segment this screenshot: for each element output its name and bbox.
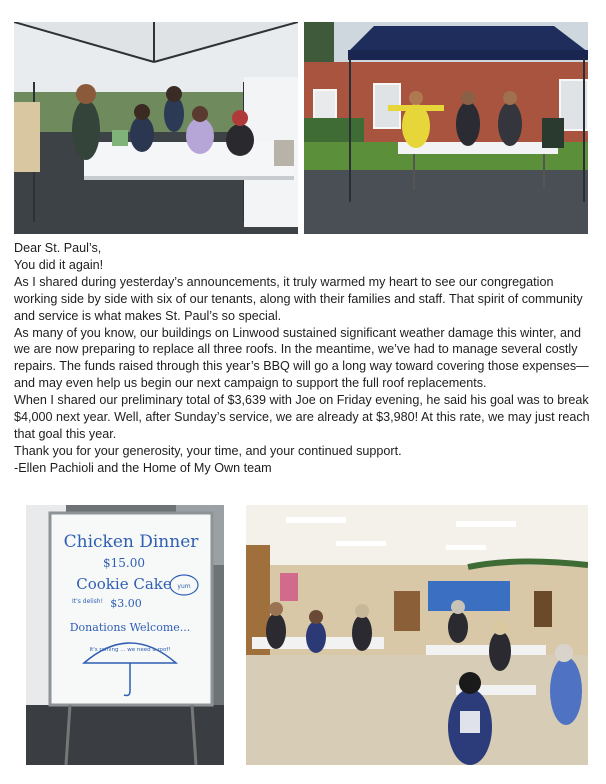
letter-greeting: Dear St. Paul’s, (14, 241, 102, 255)
letter-closing: Thank you for your generosity, your time, and your continued support. (14, 443, 402, 458)
sign-umbrella-text: It's raining ... we need a roof! (89, 647, 171, 653)
sign-price-dinner: $15.00 (103, 556, 145, 570)
sign-chicken-dinner: Chicken Dinner (63, 532, 199, 552)
sign-cookie-cake: Cookie Cake (76, 575, 172, 593)
letter-opening: You did it again! (14, 257, 104, 272)
letter-signature: -Ellen Pachioli and the Home of My Own team (14, 460, 272, 475)
photo-whiteboard-sign (26, 505, 224, 765)
letter-paragraph-roofs: As many of you know, our buildings on Linwood sustained significant weather damage this winter, and we are now preparing to replace all three roofs. In the meantime, we’ve had to manage several costly repairs. The funds raised through this year’s BBQ will go a long way toward covering those expenses—and may even help us begin our next campaign to support the full roof replacements. (14, 325, 589, 391)
letter-paragraph-total: When I shared our preliminary total of $3,639 with Joe on Friday evening, he said his goal was to break $4,000 next year. Well, after Sunday’s service, we are already at $3,980! At this rate, we may just reach that goal this year. (14, 393, 590, 441)
sign-donations: Donations Welcome... (69, 621, 191, 634)
photo-white-tent-volunteers (14, 22, 298, 234)
photo-blue-tent-brick-building (304, 22, 588, 234)
sign-price-cake: $3.00 (110, 597, 142, 610)
sign-note: It's delish! (72, 598, 103, 605)
photo-fellowship-hall (246, 505, 588, 765)
sign-side-note: yum (177, 583, 191, 590)
letter-paragraph-community: As I shared during yesterday’s announcements, it truly warmed my heart to see our congregation working side by side with six of our tenants, along with their families and staff. That spirit of community and service is what makes St. Paul’s so special. (14, 274, 583, 323)
letter-body (14, 240, 592, 477)
